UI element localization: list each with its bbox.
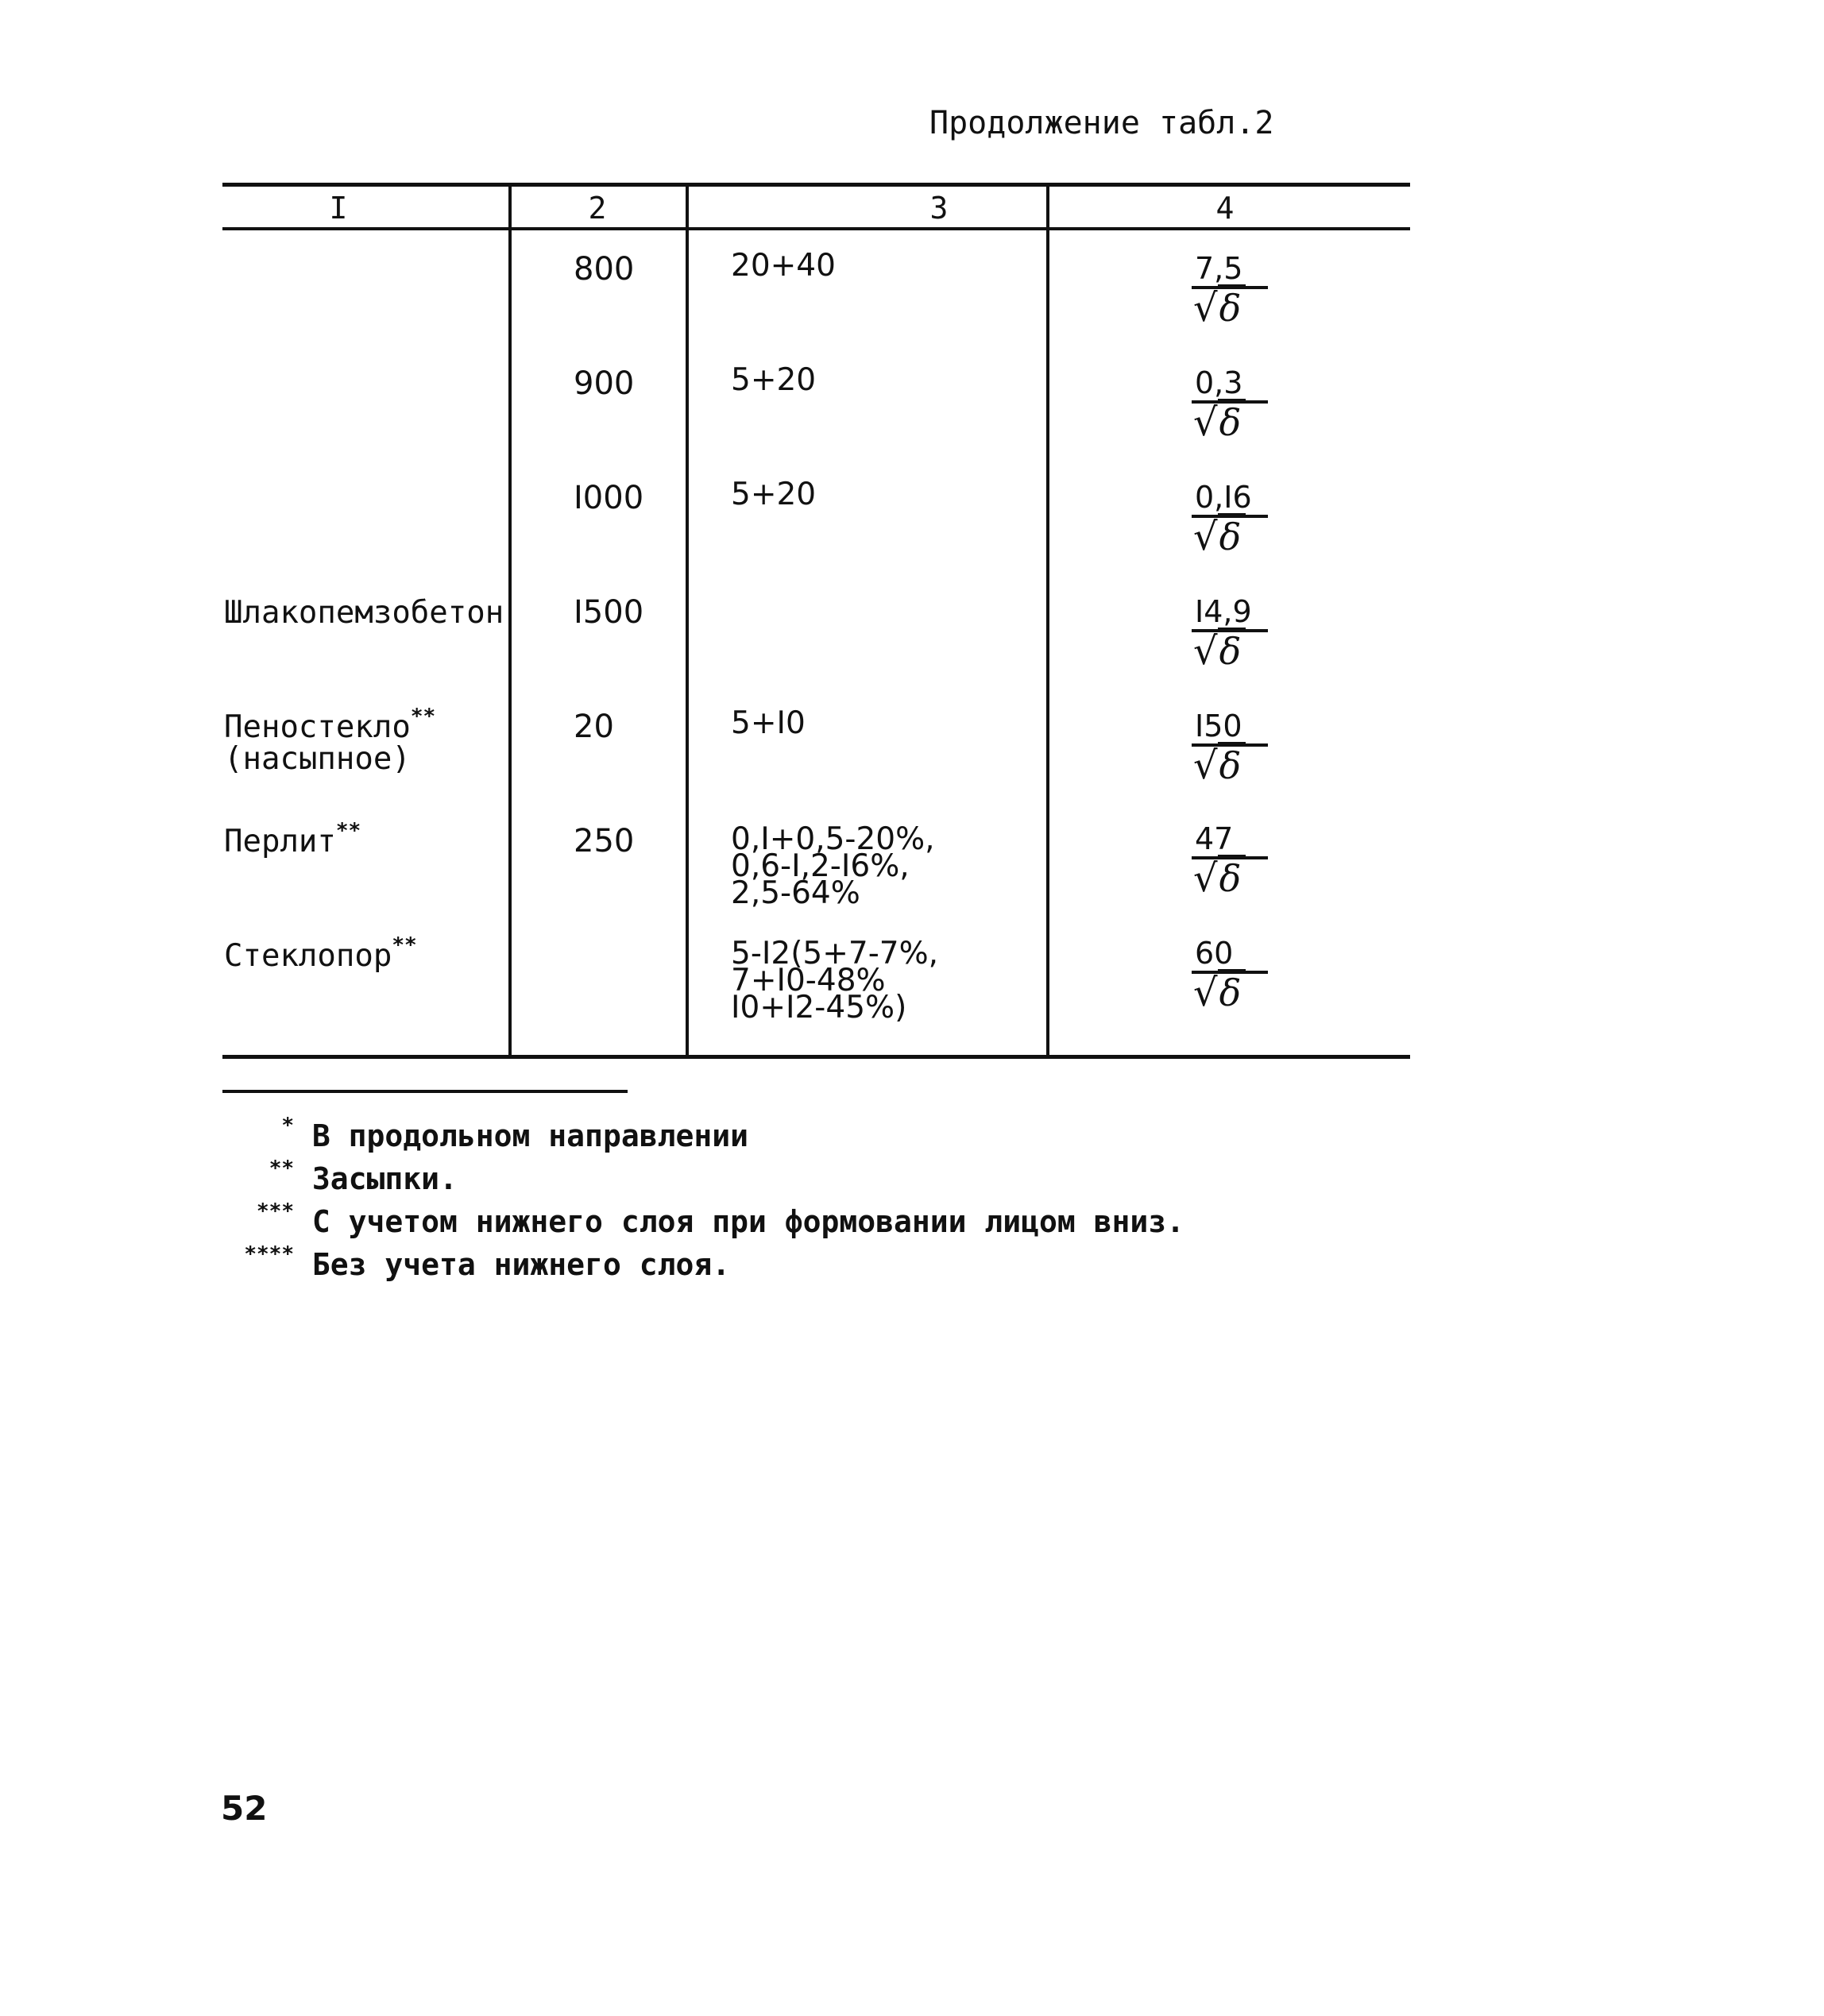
footnote-text: В продольном направлении: [311, 1118, 748, 1153]
coefficient-numerator: 0,3: [1195, 365, 1243, 400]
footnote-mark: **: [269, 1157, 294, 1180]
column-header-2: 2: [588, 191, 607, 226]
material-name-text: Перлит: [224, 824, 336, 859]
density-cell: 800: [574, 251, 635, 288]
table-top-rule: [222, 183, 1410, 187]
footnote-mark: ***: [257, 1199, 294, 1223]
table-continuation-caption: Продолжение табл.2: [929, 105, 1274, 141]
column-header-1: I: [329, 191, 348, 226]
density-cell: I500: [574, 594, 644, 631]
footnote-text: Засыпки.: [311, 1161, 458, 1196]
table-bottom-rule: [222, 1055, 1410, 1059]
footnote-mark: **: [410, 705, 436, 728]
size-line: 7+I0-48%: [731, 963, 886, 998]
density-cell: 250: [574, 823, 635, 859]
size-line: 20+40: [731, 248, 836, 284]
column-divider-1: [508, 184, 512, 1058]
material-name-text: Пеностекло: [224, 709, 411, 745]
density-cell: 900: [574, 365, 635, 402]
column-divider-3: [1046, 184, 1049, 1058]
material-name: Шлакопемзобетон: [224, 595, 504, 631]
footnote: [207, 1157, 458, 1196]
material-name: [224, 933, 417, 974]
sqrt-delta-denominator: √δ: [1192, 632, 1279, 670]
sqrt-delta-denominator: √δ: [1192, 747, 1279, 785]
material-name-text: Стеклопор: [224, 938, 392, 974]
size-cell: [731, 362, 817, 398]
coefficient-numerator: 47: [1195, 821, 1234, 856]
column-divider-2: [686, 184, 689, 1058]
size-line: 0,I+0,5-20%,: [731, 821, 935, 857]
coefficient-numerator: I50: [1195, 709, 1242, 743]
footnote-mark: **: [392, 933, 417, 957]
footnote-mark: ****: [244, 1242, 294, 1266]
table-header-rule: [222, 227, 1410, 230]
footnote-mark: **: [335, 819, 361, 843]
page-number: 52: [221, 1789, 268, 1828]
column-header-4: 4: [1215, 191, 1235, 226]
coefficient-fraction: [1192, 251, 1279, 330]
material-name: [224, 705, 436, 777]
size-cell: [731, 477, 817, 512]
coefficient-fraction: [1192, 821, 1279, 901]
footnote-mark: *: [281, 1114, 294, 1137]
sqrt-delta-denominator: √δ: [1192, 974, 1279, 1012]
coefficient-numerator: 7,5: [1195, 251, 1243, 286]
footnote-text: С учетом нижнего слоя при формовании лицом вниз.: [311, 1204, 1185, 1239]
coefficient-numerator: 60: [1195, 936, 1234, 971]
footnote-text: Без учета нижнего слоя.: [311, 1247, 731, 1282]
material-name-qualifier: (насыпное): [224, 741, 411, 777]
sqrt-delta-denominator: √δ: [1192, 404, 1279, 442]
density-cell: 20: [574, 709, 614, 745]
size-line: 5-I2(5+7-7%,: [731, 936, 939, 971]
footnote: [207, 1199, 1185, 1239]
size-line: 0,6-I,2-I6%,: [731, 848, 910, 884]
coefficient-numerator: 0,I6: [1195, 480, 1252, 515]
size-line: I0+I2-45%): [731, 990, 907, 1025]
size-cell: [731, 705, 806, 741]
footnote: [207, 1114, 748, 1153]
size-line: 5+I0: [731, 705, 806, 741]
coefficient-fraction: [1192, 709, 1279, 788]
coefficient-fraction: [1192, 594, 1279, 674]
size-line: 2,5-64%: [731, 875, 860, 911]
coefficient-numerator: I4,9: [1195, 594, 1252, 629]
size-line: 5+20: [731, 362, 817, 398]
size-cell: [731, 936, 939, 1025]
footnote: [207, 1242, 731, 1282]
coefficient-fraction: [1192, 365, 1279, 445]
density-cell: I000: [574, 480, 644, 516]
size-line: 5+20: [731, 477, 817, 512]
sqrt-delta-denominator: √δ: [1192, 859, 1279, 898]
sqrt-delta-denominator: √δ: [1192, 289, 1279, 327]
coefficient-fraction: [1192, 480, 1279, 559]
column-header-3: 3: [929, 191, 949, 226]
coefficient-fraction: [1192, 936, 1279, 1015]
material-name: [224, 819, 361, 859]
size-cell: [731, 821, 935, 911]
footnote-separator: [222, 1090, 628, 1093]
size-cell: [731, 248, 836, 284]
sqrt-delta-denominator: √δ: [1192, 518, 1279, 556]
